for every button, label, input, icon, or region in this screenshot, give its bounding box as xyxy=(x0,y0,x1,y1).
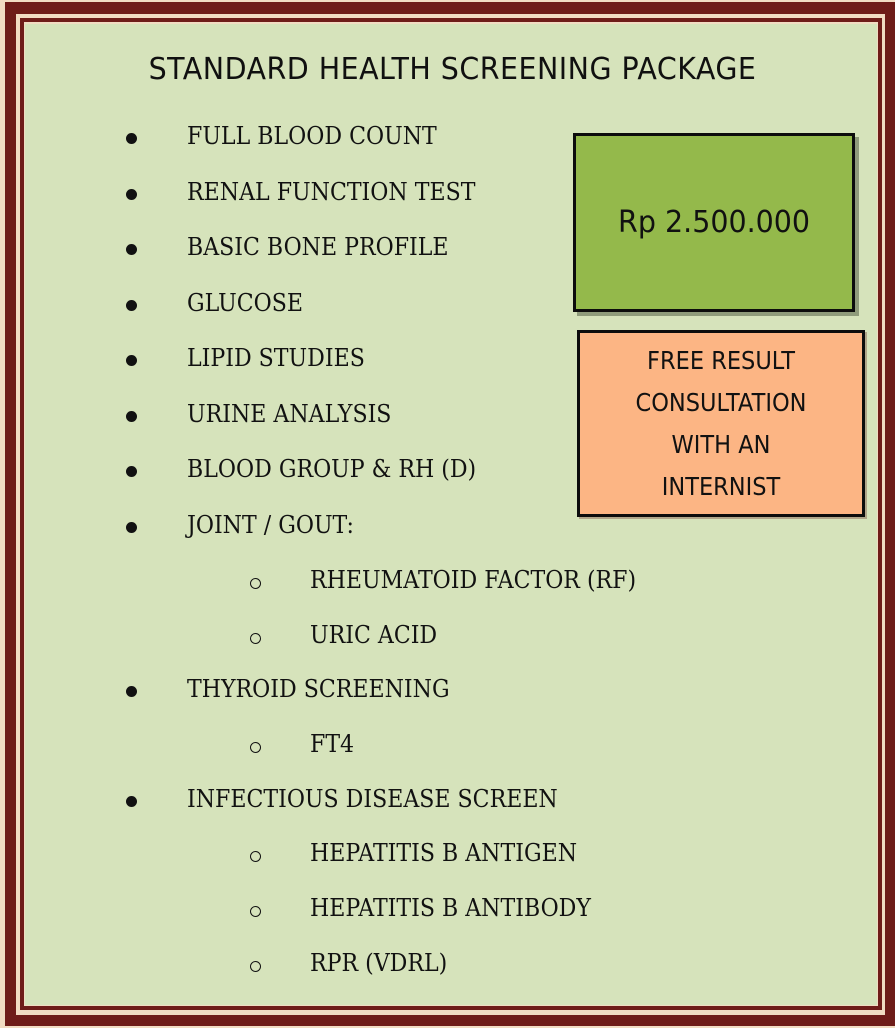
sub-bullet-icon xyxy=(250,742,261,753)
bullet-icon xyxy=(126,189,137,200)
page-title: STANDARD HEALTH SCREENING PACKAGE xyxy=(148,52,757,87)
test-item-thyroid-screening: THYROID SCREENING xyxy=(187,675,450,703)
bullet-icon xyxy=(126,133,137,144)
test-item-joint-gout: JOINT / GOUT: xyxy=(187,511,354,539)
test-item-basic-bone-profile: BASIC BONE PROFILE xyxy=(187,233,449,261)
sub-bullet-icon xyxy=(250,578,261,589)
price-box xyxy=(573,133,855,312)
test-item-glucose: GLUCOSE xyxy=(187,289,303,317)
bullet-icon xyxy=(126,686,137,697)
bullet-icon xyxy=(126,411,137,422)
test-item-lipid-studies: LIPID STUDIES xyxy=(187,344,365,372)
test-subitem-rpr-vdrl: RPR (VDRL) xyxy=(310,949,448,977)
free-consultation-box xyxy=(577,330,865,517)
test-subitem-hepatitis-b-antigen: HEPATITIS B ANTIGEN xyxy=(310,839,578,867)
test-subitem-ft4: FT4 xyxy=(310,730,355,758)
bullet-icon xyxy=(126,466,137,477)
bullet-icon xyxy=(126,300,137,311)
sub-bullet-icon xyxy=(250,906,261,917)
consultation-line: CONSULTATION xyxy=(635,387,807,417)
consultation-line: FREE RESULT xyxy=(647,345,795,375)
test-subitem-rheumatoid-factor: RHEUMATOID FACTOR (RF) xyxy=(310,566,637,594)
sub-bullet-icon xyxy=(250,633,261,644)
test-subitem-hepatitis-b-antibody: HEPATITIS B ANTIBODY xyxy=(310,894,591,922)
price-label: Rp 2.500.000 xyxy=(617,205,810,240)
bullet-icon xyxy=(126,355,137,366)
free-consultation-text xyxy=(635,340,806,508)
test-item-full-blood-count: FULL BLOOD COUNT xyxy=(187,122,437,150)
bullet-icon xyxy=(126,796,137,807)
test-item-blood-group: BLOOD GROUP & RH (D) xyxy=(187,455,477,483)
test-item-infectious-disease-screen: INFECTIOUS DISEASE SCREEN xyxy=(187,785,558,813)
test-item-urine-analysis: URINE ANALYSIS xyxy=(187,400,392,428)
sub-bullet-icon xyxy=(250,961,261,972)
bullet-icon xyxy=(126,522,137,533)
consultation-line: WITH AN xyxy=(671,429,771,459)
sub-bullet-icon xyxy=(250,851,261,862)
consultation-line: INTERNIST xyxy=(661,471,781,501)
test-subitem-uric-acid: URIC ACID xyxy=(310,621,438,649)
test-item-renal-function-test: RENAL FUNCTION TEST xyxy=(187,178,476,206)
bullet-icon xyxy=(126,244,137,255)
